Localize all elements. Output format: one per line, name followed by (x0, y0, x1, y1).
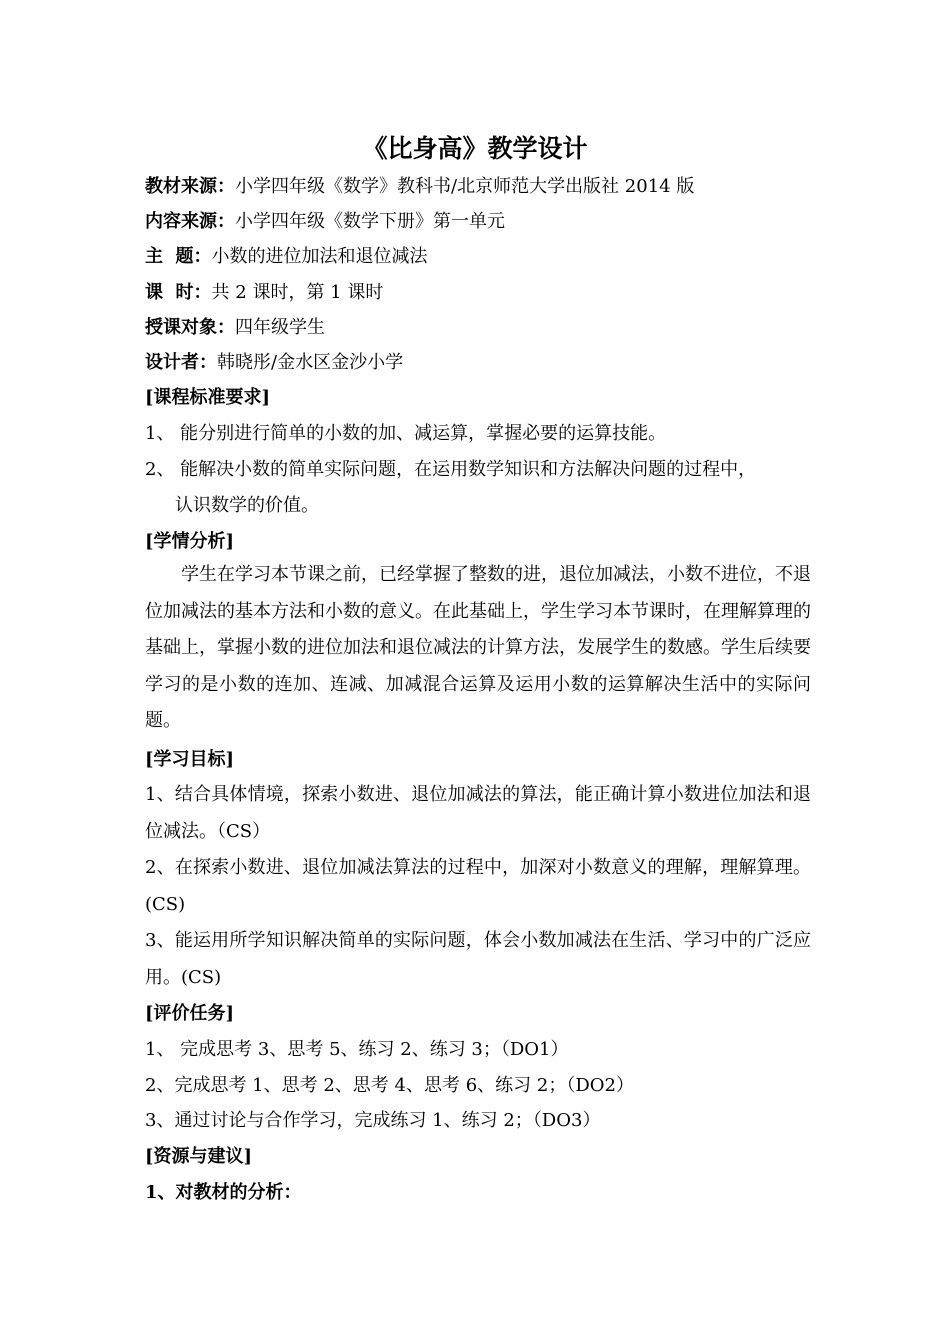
section-heading-resources: [资源与建议] (145, 1146, 253, 1167)
meta-value: 小数的进位加法和退位减法 (211, 246, 428, 267)
meta-value: 小学四年级《数学》教科书/北京师范大学出版社 2014 版 (235, 176, 695, 197)
document-title: 《比身高》教学设计 (362, 134, 588, 163)
task-item: 1、 完成思考 3、思考 5、练习 2、练习 3；（DO1） (145, 1039, 569, 1060)
meta-value: 共 2 课时，第 1 课时 (211, 282, 384, 303)
meta-content (145, 208, 505, 236)
meta-label: 授课对象： (145, 317, 235, 338)
meta-topic (145, 243, 428, 271)
meta-value: 小学四年级《数学下册》第一单元 (235, 211, 505, 232)
standards-item-continuation: 认识数学的价值。 (175, 495, 319, 516)
meta-label: 设计者： (145, 352, 217, 373)
analysis-paragraph: 学生在学习本节课之前，已经掌握了整数的进，退位加减法，小数不进位，不退位加减法的基本方法和小数的意义。在此基础上，学生学习本节课时，在理解算理的基础上，掌握小数的进位加法和退位减法的计算方法，发展学生的数感。学生后续要学习的是小数的连加、连减、加减混合运算及运用小数的运算解决生活中的实际问题。 (145, 564, 811, 731)
standards-item: 2、 能解决小数的简单实际问题，在运用数学知识和方法解决问题的过程中， (145, 459, 757, 480)
resources-subheading: 1、对教材的分析： (145, 1182, 302, 1203)
meta-value: 四年级学生 (235, 317, 325, 338)
meta-label: 教材来源： (145, 176, 235, 197)
goal-item: 2、在探索小数进、退位加减法算法的过程中，加深对小数意义的理解，理解算理。(CS) (145, 857, 811, 915)
goal-item: 1、结合具体情境，探索小数进、退位加减法的算法，能正确计算小数进位加法和退位减法。（CS） (145, 784, 811, 842)
meta-source (145, 173, 694, 201)
meta-label: 内容来源： (145, 211, 235, 232)
standards-item: 1、 能分别进行简单的小数的加、减运算，掌握必要的运算技能。 (145, 423, 667, 444)
goal-item: 3、能运用所学知识解决简单的实际问题，体会小数加减法在生活、学习中的广泛应用。(CS) (145, 930, 811, 988)
meta-periods (145, 279, 383, 307)
meta-audience (145, 314, 325, 342)
meta-label: 课 时： (145, 282, 212, 303)
task-item: 3、通过讨论与合作学习，完成练习 1、练习 2；（DO3） (145, 1110, 601, 1131)
section-heading-tasks: [评价任务] (145, 1003, 235, 1024)
meta-value: 韩晓彤/金水区金沙小学 (217, 352, 404, 373)
section-heading-analysis: [学情分析] (145, 531, 235, 552)
meta-designer (145, 349, 403, 377)
section-heading-goals: [学习目标] (145, 749, 235, 770)
section-heading-standards: [课程标准要求] (145, 387, 271, 408)
task-item: 2、完成思考 1、思考 2、思考 4、思考 6、练习 2；（DO2） (145, 1075, 634, 1096)
meta-label: 主 题： (145, 246, 212, 267)
